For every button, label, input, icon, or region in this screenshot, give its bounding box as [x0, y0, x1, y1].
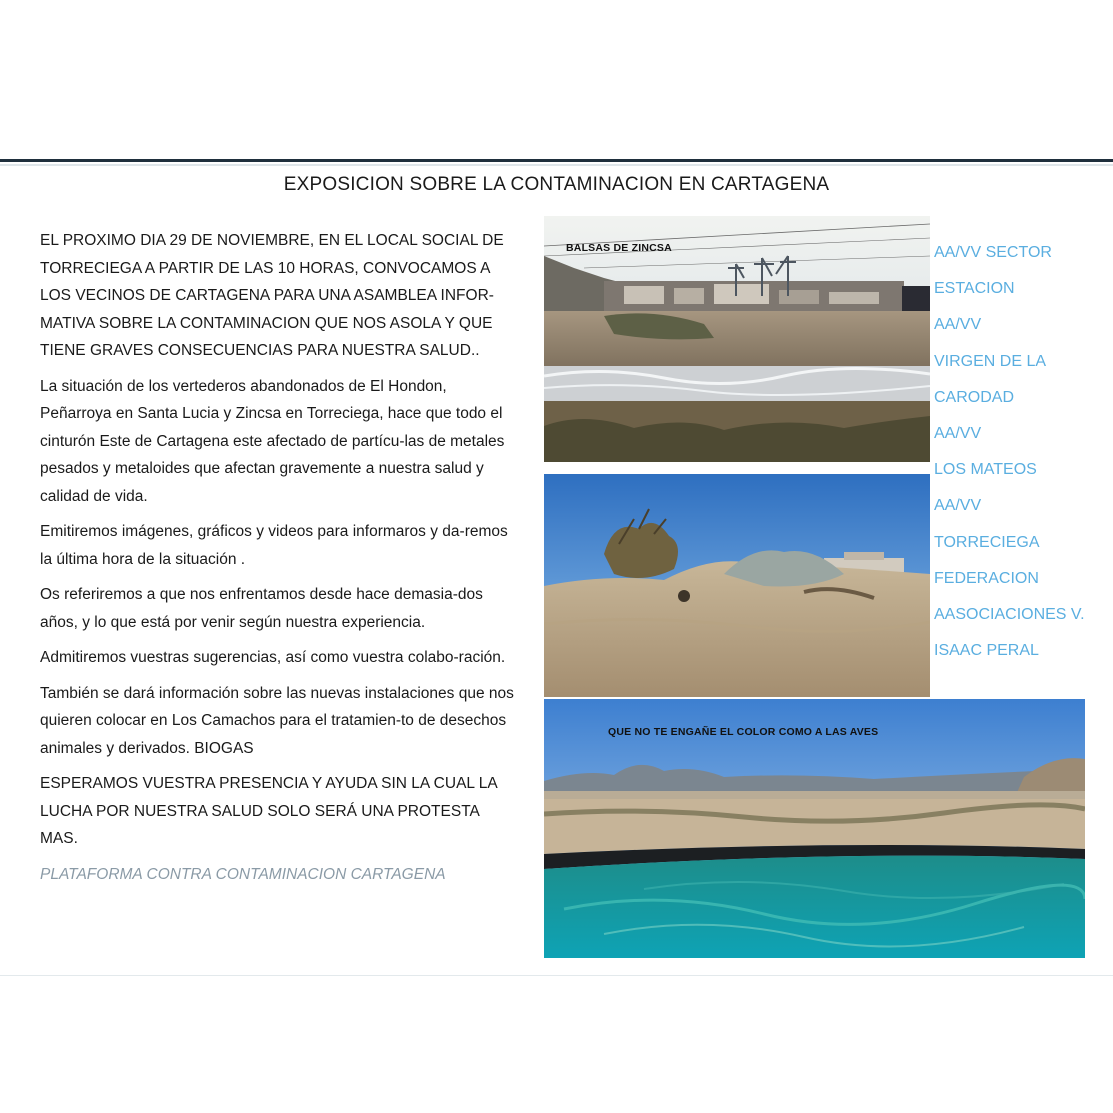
associations-list: [934, 238, 1109, 672]
paragraph-presencia: ESPERAMOS VUESTRA PRESENCIA Y AYUDA SIN LA CUAL LA LUCHA POR NUESTRA SALUD SOLO SERÁ UNA PROTESTA MAS.: [40, 775, 497, 847]
association-line: ISAAC PERAL: [934, 642, 1039, 660]
photo-vertedero: [544, 474, 930, 697]
association-line: VIRGEN DE LA: [934, 352, 1047, 370]
paragraph-situacion: La situación de los vertederos abandonados de El Hondon, Peñarroya en Santa Lucia y Zincsa en Torreciega, hace que todo el cinturón Este de Cartagena este afectado de partícu-las de metales pesados y metaloides que afectan gravemente a nuestra salud y calidad de vida.: [40, 377, 505, 505]
signature-platform: PLATAFORMA CONTRA CONTAMINACION CARTAGENA: [40, 865, 446, 883]
header-rule-light: [0, 164, 1113, 166]
photo3-caption: QUE NO TE ENGAÑE EL COLOR COMO A LAS AVES: [608, 726, 879, 738]
paragraph-biogas: También se dará información sobre las nuevas instalaciones que nos quieren colocar en Los Camachos para el tratamien-to de desechos animales y derivados. BIOGAS: [40, 684, 514, 757]
photo1-caption: BALSAS DE ZINCSA: [566, 242, 672, 254]
footer-rule: [0, 975, 1113, 976]
association-line: AA/VV: [934, 316, 982, 334]
association-line: LOS MATEOS: [934, 461, 1037, 479]
association-line: AA/VV: [934, 424, 982, 442]
paragraph-referencias: Os referiremos a que nos enfrentamos desde hace demasia-dos años, y lo que está por venir según nuestra experiencia.: [40, 586, 483, 631]
association-line: AA/VV SECTOR: [934, 244, 1052, 261]
association-line: ESTACION: [934, 280, 1015, 298]
association-line: FEDERACION: [934, 569, 1039, 587]
paragraph-sugerencias: Admitiremos vuestras sugerencias, así como vuestra colabo-ración.: [40, 649, 506, 666]
association-line: CARODAD: [934, 388, 1015, 406]
association-line: AASOCIACIONES V.: [934, 605, 1085, 623]
header-rule: [0, 159, 1113, 162]
page-title: EXPOSICION SOBRE LA CONTAMINACION EN CARTAGENA: [283, 174, 830, 195]
association-line: AA/VV: [934, 497, 982, 515]
announcement-body: [40, 227, 520, 896]
paragraph-imagenes: Emitiremos imágenes, gráficos y videos para informaros y da-remos la última hora de la situación .: [40, 523, 508, 568]
association-line: TORRECIEGA: [934, 533, 1040, 551]
paragraph-convocatoria: EL PROXIMO DIA 29 DE NOVIEMBRE, EN EL LOCAL SOCIAL DE TORRECIEGA A PARTIR DE LAS 10 HORAS, CONVOCAMOS A LOS VECINOS DE CARTAGENA PARA UNA ASAMBLEA INFOR-MATIVA SOBRE LA CONTAMINACION QUE NOS ASOLA Y QUE TIENE GRAVES CONSECUENCIAS PARA NUESTRA SALUD..: [40, 232, 504, 359]
